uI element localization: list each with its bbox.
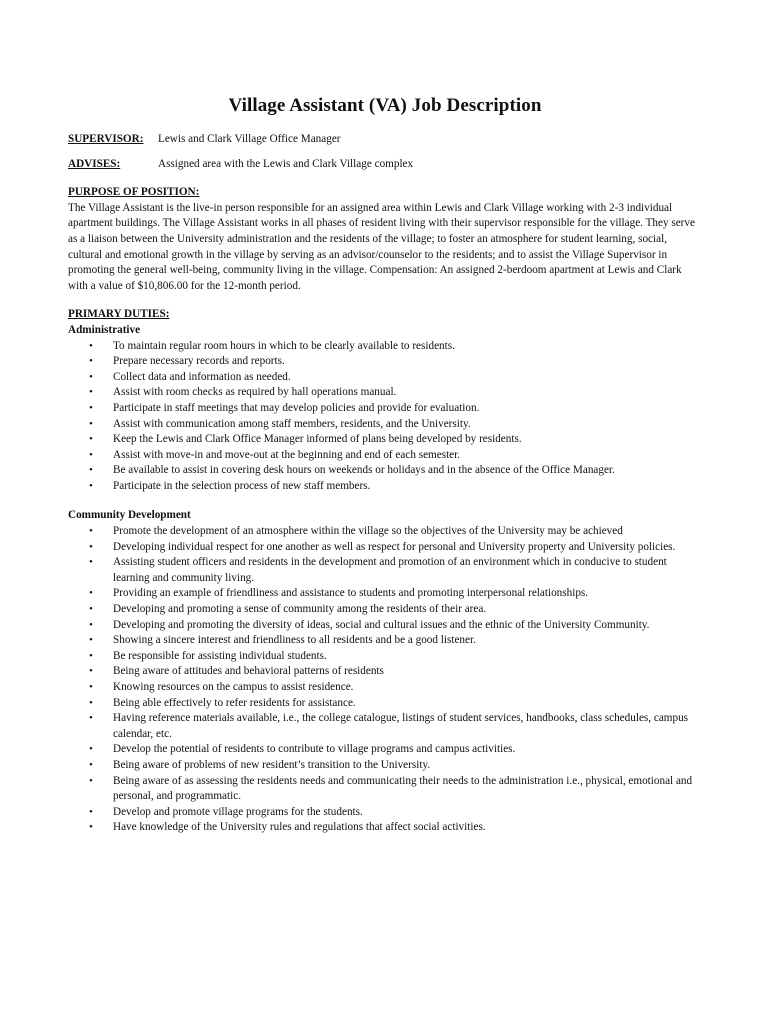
purpose-heading: PURPOSE OF POSITION: <box>68 186 200 199</box>
list-item: • Being aware of problems of new resident’s transition to the University. <box>68 758 702 774</box>
supervisor-row <box>68 132 702 148</box>
community-group <box>68 508 702 835</box>
list-item: • Prepare necessary records and reports. <box>68 354 702 370</box>
purpose-text: The Village Assistant is the live-in person responsible for an assigned area within Lewis and Clark Village working with 2-3 individual apartment buildings. The Village Assistant works in all phases of resident living with their supervisor responsible for the village. They serve as a liaison between the University administration and the residents of the village; to foster an atmosphere for student learning, social, cultural and emotional growth in the village by serving as an advisor/counselor to the residents; and to assist the Village Supervisor in promoting the general well-being, community living in the village. Compensation: An assigned 2-berdoom apartment at Lewis and Clark with a value of $10,806.00 for the 12-month period. <box>68 201 695 292</box>
list-item: • Showing a sincere interest and friendliness to all residents and be a good listener. <box>68 633 702 649</box>
administrative-group <box>68 323 702 495</box>
list-item: • Assist with room checks as required by hall operations manual. <box>68 385 702 401</box>
purpose-section <box>68 185 702 294</box>
list-item: • Be available to assist in covering desk hours on weekends or holidays and in the absence of the Office Manager. <box>68 463 702 479</box>
list-item: • Participate in the selection process of new staff members. <box>68 479 702 495</box>
list-item: • Being aware of as assessing the residents needs and communicating their needs to the administration i.e., physical, emotional and personal, and programmatic. <box>68 774 702 805</box>
advises-value: Assigned area with the Lewis and Clark Village complex <box>158 157 414 170</box>
list-item: • Develop the potential of residents to contribute to village programs and campus activities. <box>68 742 702 758</box>
list-item: • Providing an example of friendliness and assistance to students and promoting interpersonal relationships. <box>68 586 702 602</box>
list-item: • To maintain regular room hours in which to be clearly available to residents. <box>68 339 702 355</box>
list-item: • Being aware of attitudes and behavioral patterns of residents <box>68 664 702 680</box>
list-item: • Be responsible for assisting individual students. <box>68 649 702 665</box>
supervisor-value: Lewis and Clark Village Office Manager <box>158 133 341 145</box>
list-item: • Developing individual respect for one another as well as respect for personal and University property and University policies. <box>68 540 702 556</box>
administrative-list <box>68 339 702 495</box>
advises-row <box>68 157 702 173</box>
list-item: • Participate in staff meetings that may develop policies and provide for evaluation. <box>68 401 702 417</box>
list-item: • Keep the Lewis and Clark Office Manager informed of plans being developed by residents. <box>68 432 702 448</box>
list-item: • Have knowledge of the University rules and regulations that affect social activities. <box>68 820 702 836</box>
advises-label: ADVISES: <box>68 157 121 170</box>
document-page <box>68 94 702 836</box>
supervisor-label: SUPERVISOR: <box>68 133 144 145</box>
duties-heading: PRIMARY DUTIES: <box>68 308 170 321</box>
list-item: • Developing and promoting the diversity of ideas, social and cultural issues and the ethnic of the University Community. <box>68 618 702 634</box>
community-heading: Community Development <box>68 509 191 522</box>
community-list <box>68 524 702 836</box>
duties-section <box>68 307 702 836</box>
list-item: • Assist with communication among staff members, residents, and the University. <box>68 417 702 433</box>
list-item: • Collect data and information as needed. <box>68 370 702 386</box>
list-item: • Having reference materials available, i.e., the college catalogue, listings of student services, handbooks, class schedules, campus calendar, etc. <box>68 711 702 742</box>
administrative-heading: Administrative <box>68 323 141 336</box>
list-item: • Develop and promote village programs for the students. <box>68 805 702 821</box>
list-item: • Promote the development of an atmosphere within the village so the objectives of the University may be achieved <box>68 524 702 540</box>
list-item: • Being able effectively to refer residents for assistance. <box>68 696 702 712</box>
document-title: Village Assistant (VA) Job Description <box>228 95 542 116</box>
list-item: • Assisting student officers and residents in the development and promotion of an environment which in conducive to student learning and community living. <box>68 555 702 586</box>
list-item: • Knowing resources on the campus to assist residence. <box>68 680 702 696</box>
list-item: • Assist with move-in and move-out at the beginning and end of each semester. <box>68 448 702 464</box>
list-item: • Developing and promoting a sense of community among the residents of their area. <box>68 602 702 618</box>
